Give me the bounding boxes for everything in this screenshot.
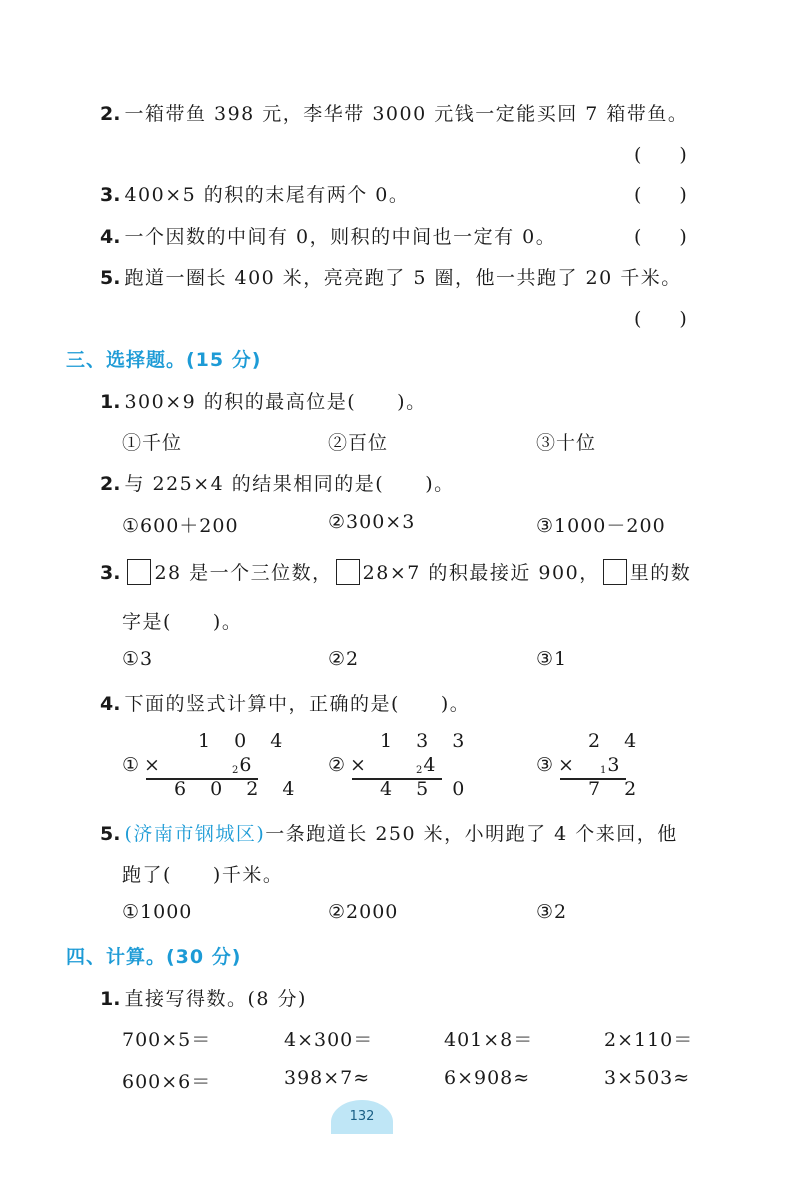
question-number: 5.: [100, 823, 121, 845]
answer-paren[interactable]: ( ): [634, 144, 687, 166]
calc-item[interactable]: 600×6＝: [122, 1071, 212, 1093]
source-note: (济南市钢城区): [124, 823, 266, 845]
carry-digit: 2: [416, 765, 423, 776]
multiply-sign: ×: [144, 754, 160, 776]
question-number: 2.: [100, 473, 121, 495]
multiplier: 4: [423, 754, 436, 776]
vertical-calc-option-3[interactable]: [536, 730, 656, 800]
choice-q4: [100, 689, 470, 716]
blank-box[interactable]: [336, 559, 360, 585]
question-text: 400×5 的积的末尾有两个 0。: [124, 184, 410, 206]
section-title: 四、计算。(30 分): [66, 946, 242, 968]
question-text: 一箱带鱼 398 元，李华带 3000 元钱一定能买回 7 箱带鱼。: [124, 103, 689, 125]
option-1[interactable]: ①600＋200: [122, 515, 239, 537]
option-2[interactable]: ②百位: [328, 432, 389, 454]
option-3[interactable]: ③2: [536, 901, 568, 923]
blank-box[interactable]: [127, 559, 151, 585]
multiplicand: 1 0 4: [198, 730, 292, 752]
option-2[interactable]: ②300×3: [328, 511, 416, 533]
carry-digit: 1: [600, 765, 607, 776]
judge-q3: [100, 180, 409, 207]
question-text-line2: 跑了( )千米。: [122, 864, 284, 886]
calc-item[interactable]: 700×5＝: [122, 1029, 212, 1051]
answer-paren[interactable]: ( ): [634, 308, 687, 330]
question-text: 一条跑道长 250 米，小明跑了 4 个来回，他: [265, 823, 678, 845]
question-text: 直接写得数。(8 分): [124, 988, 307, 1010]
answer-paren[interactable]: ( ): [634, 184, 687, 206]
carry-digit: 2: [232, 765, 239, 776]
question-number: 1.: [100, 988, 121, 1010]
choice-q3: [100, 558, 691, 585]
question-text: 下面的竖式计算中，正确的是( )。: [124, 693, 471, 715]
question-text: 与 225×4 的结果相同的是( )。: [124, 473, 455, 495]
question-text-part1: 28 是一个三位数，: [154, 562, 333, 584]
product: 4 5 0: [380, 778, 474, 800]
multiplicand: 2 4: [588, 730, 646, 752]
option-label: ②: [328, 754, 346, 776]
section-title: 三、选择题。(15 分): [66, 349, 262, 371]
question-number: 1.: [100, 391, 121, 413]
option-1[interactable]: ①1000: [122, 901, 193, 923]
page-number-badge: [331, 1100, 393, 1134]
question-text-part3: 里的数: [629, 562, 692, 584]
option-1[interactable]: ①3: [122, 648, 154, 670]
question-number: 3.: [100, 562, 121, 584]
calc-item[interactable]: 3×503≈: [604, 1067, 691, 1089]
answer-paren[interactable]: ( ): [634, 226, 687, 248]
calc-q1: [100, 984, 307, 1011]
option-3[interactable]: ③十位: [536, 432, 597, 454]
option-3[interactable]: ③1000－200: [536, 515, 666, 537]
calc-item[interactable]: 398×7≈: [284, 1067, 371, 1089]
product: 6 0 2 4: [174, 778, 304, 800]
question-number: 4.: [100, 226, 121, 248]
calc-item[interactable]: 6×908≈: [444, 1067, 531, 1089]
multiply-sign: ×: [558, 754, 574, 776]
page-number: 132: [349, 1109, 375, 1124]
multiplier: 6: [239, 754, 252, 776]
choice-q5: [100, 819, 678, 846]
option-label: ①: [122, 754, 140, 776]
judge-q5: [100, 263, 682, 290]
option-2[interactable]: ②2000: [328, 901, 399, 923]
option-1[interactable]: ①千位: [122, 432, 183, 454]
judge-q2: [100, 99, 688, 126]
question-text: 一个因数的中间有 0，则积的中间也一定有 0。: [124, 226, 557, 248]
vertical-calc-option-2[interactable]: [328, 730, 478, 800]
question-number: 5.: [100, 267, 121, 289]
question-text: 跑道一圈长 400 米，亮亮跑了 5 圈，他一共跑了 20 千米。: [124, 267, 682, 289]
choice-q1: [100, 387, 427, 414]
option-3[interactable]: ③1: [536, 648, 568, 670]
question-number: 2.: [100, 103, 121, 125]
multiply-sign: ×: [350, 754, 366, 776]
calc-item[interactable]: 401×8＝: [444, 1029, 534, 1051]
calc-item[interactable]: 4×300＝: [284, 1029, 374, 1051]
option-label: ③: [536, 754, 554, 776]
option-2[interactable]: ②2: [328, 648, 360, 670]
question-text: 300×9 的积的最高位是( )。: [124, 391, 427, 413]
multiplier: 3: [607, 754, 620, 776]
multiplicand: 1 3 3: [380, 730, 474, 752]
question-text-part2: 28×7 的积最接近 900，: [362, 562, 600, 584]
question-number: 3.: [100, 184, 121, 206]
calc-item[interactable]: 2×110＝: [604, 1029, 694, 1051]
judge-q4: [100, 222, 556, 249]
blank-box[interactable]: [603, 559, 627, 585]
vertical-calc-option-1[interactable]: [122, 730, 304, 800]
question-text-line2: 字是( )。: [122, 611, 243, 633]
question-number: 4.: [100, 693, 121, 715]
product: 7 2: [588, 778, 646, 800]
choice-q2: [100, 469, 455, 496]
